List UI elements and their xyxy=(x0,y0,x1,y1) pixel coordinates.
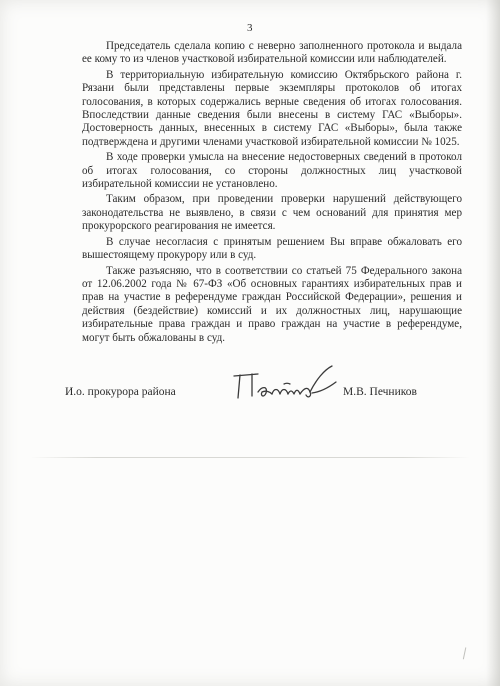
handwritten-signature xyxy=(228,362,343,408)
scan-mark xyxy=(463,647,472,660)
signatory-title: И.о. прокурора района xyxy=(65,386,176,398)
paragraph: В территориальную избирательную комиссию Октябрьского района г. Рязани были представлены первые экземпляры протоколов об итогах голосования, в которых содержались верные сведения об итогах голосования. Впоследствии данные сведения были внесены в систему ГАС «Выборы». Достоверность данных, внесенных в систему ГАС «Выборы», была также подтверждена и другими членами участковой избирательной комиссии № 1025. xyxy=(82,68,462,148)
signatory-name: М.В. Печников xyxy=(343,386,417,398)
paragraph: В случае несогласия с принятым решением Вы вправе обжаловать его вышестоящему прокурору или в суд. xyxy=(82,235,462,262)
signature-block xyxy=(0,386,500,416)
paragraph: В ходе проверки умысла на внесение недостоверных сведений в протокол об итогах голосования, со стороны должностных лиц участковой избирательной комиссии не установлено. xyxy=(82,151,462,191)
paragraph: Также разъясняю, что в соответствии со статьей 75 Федерального закона от 12.06.2002 года № 67-ФЗ «Об основных гарантиях избирательных прав и прав на участие в референдуме граждан Российской Федерации», решения и действия (бездействие) комиссий и их должностных лиц, нарушающие избирательные права граждан и право граждан на участие в референдуме, могут быть обжалованы в суд. xyxy=(82,264,462,344)
page-number: 3 xyxy=(247,22,253,34)
paragraph: Таким образом, при проведении проверки нарушений действующего законодательства не выявлено, в связи с чем оснований для принятия мер прокурорского реагирования не имеется. xyxy=(82,193,462,233)
paragraph: Председатель сделала копию с неверно заполненного протокола и выдала ее кому то из членов участковой избирательной комиссии или наблюдателей. xyxy=(82,40,462,66)
paper-fold-line xyxy=(30,457,470,458)
scan-edge-shadow xyxy=(486,0,500,686)
letter-body xyxy=(82,40,462,347)
